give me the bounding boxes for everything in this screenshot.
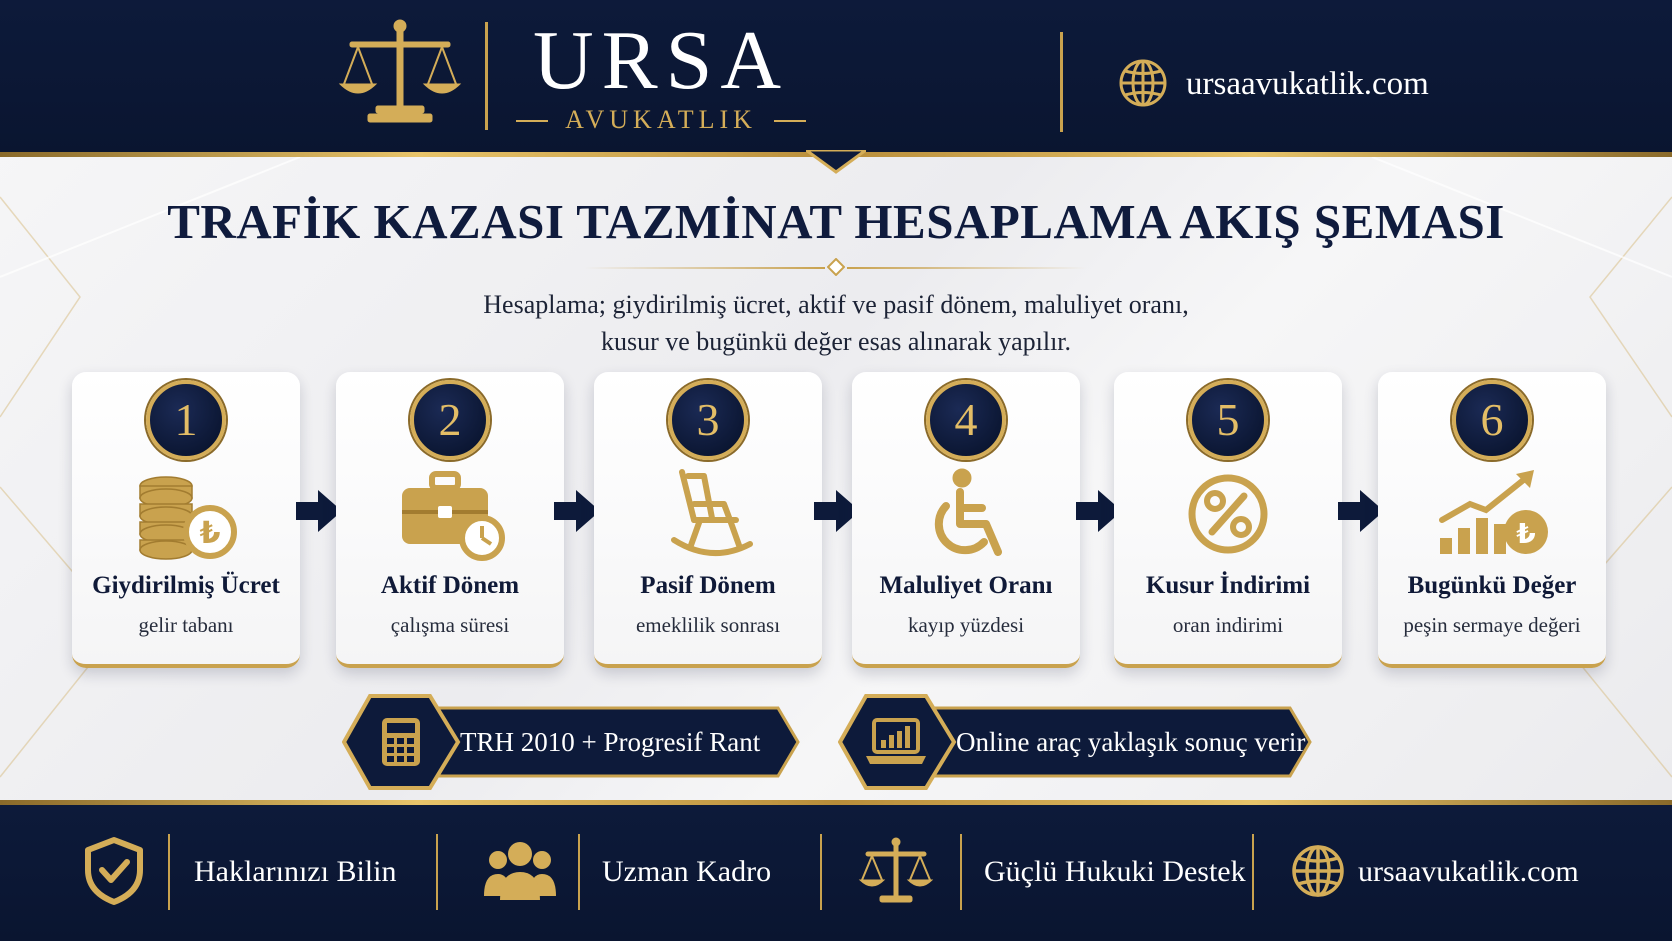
step-number-badge: 1 [146,380,226,460]
step-title: Maluliyet Oranı [879,572,1053,599]
step-card-3 [594,372,822,668]
logo-divider [485,22,488,130]
footer-divider [578,834,580,910]
globe-icon [1290,836,1346,906]
footer-item-support: Güçlü Hukuki Destek [984,855,1246,888]
step-subtitle: kayıp yüzdesi [907,613,1025,637]
scales-logo-icon [338,18,462,126]
step-card-4 [852,372,1080,668]
step-subtitle: oran indirimi [1172,613,1284,637]
percent-icon [1168,468,1288,564]
step-title: Bugünkü Değer [1407,572,1577,599]
step-title: Pasif Dönem [640,572,776,599]
page-subtitle [300,286,1372,360]
footer-divider [436,834,438,910]
svg-text:₺: ₺ [1516,517,1536,550]
subtitle-line-2: kusur ve bugünkü değer esas alınarak yapılır. [600,327,1072,356]
briefcase-clock-icon [390,468,510,564]
step-subtitle: çalışma süresi [390,613,510,637]
step-number-badge: 4 [926,380,1006,460]
step-number-badge: 2 [410,380,490,460]
brand-sub-rule-right [774,120,806,122]
brand-subtitle: AVUKATLIK [565,105,757,134]
step-subtitle: peşin sermaye değeri [1403,613,1581,637]
step-title: Giydirilmiş Ücret [92,572,280,599]
pill-label: Online araç yaklaşık sonuç verir [956,727,1306,757]
step-title: Kusur İndirimi [1145,572,1311,599]
footer-website-link[interactable]: ursaavukatlik.com [1358,855,1579,888]
laptop-chart-icon [866,718,926,766]
step-number-badge: 5 [1188,380,1268,460]
title-rule-right [847,267,1087,269]
header-website-link[interactable]: ursaavukatlik.com [1186,66,1429,102]
header-divider [1060,32,1063,132]
globe-icon [1118,58,1168,108]
subtitle-line-1: Hesaplama; giydirilmiş ücret, aktif ve pasif dönem, maluliyet oranı, [483,290,1189,319]
header-notch [806,150,866,176]
svg-text:₺: ₺ [199,516,221,551]
rocking-chair-icon [648,468,768,564]
step-subtitle: gelir tabanı [138,613,234,637]
info-pill-method [342,694,802,790]
scales-icon [858,836,934,906]
step-number-badge: 3 [668,380,748,460]
footer-divider [960,834,962,910]
wheelchair-icon [906,468,1026,564]
page-title: TRAFİK KAZASI TAZMİNAT HESAPLAMA AKIŞ ŞEMASI [167,194,1505,249]
step-title: Aktif Dönem [380,572,520,599]
brand-name: URSA [532,14,790,107]
footer-divider [820,834,822,910]
footer-divider [168,834,170,910]
diamond-ornament-icon [827,258,845,276]
step-card-5 [1114,372,1342,668]
title-rule-left [585,267,825,269]
team-icon [482,836,558,906]
step-card-6 [1378,372,1606,668]
step-number-badge: 6 [1452,380,1532,460]
shield-check-icon [82,836,146,906]
info-pill-online-tool [838,694,1314,790]
footer-divider [1252,834,1254,910]
footer-item-rights: Haklarınızı Bilin [194,855,397,888]
step-card-2 [336,372,564,668]
growth-chart-lira-icon [1432,468,1552,564]
calculator-icon [376,716,426,768]
step-card-1 [72,372,300,668]
pill-label: TRH 2010 + Progresif Rant [460,727,761,757]
coins-lira-icon [126,468,246,564]
footer-item-team: Uzman Kadro [602,855,772,888]
step-subtitle: emeklilik sonrası [635,613,781,637]
